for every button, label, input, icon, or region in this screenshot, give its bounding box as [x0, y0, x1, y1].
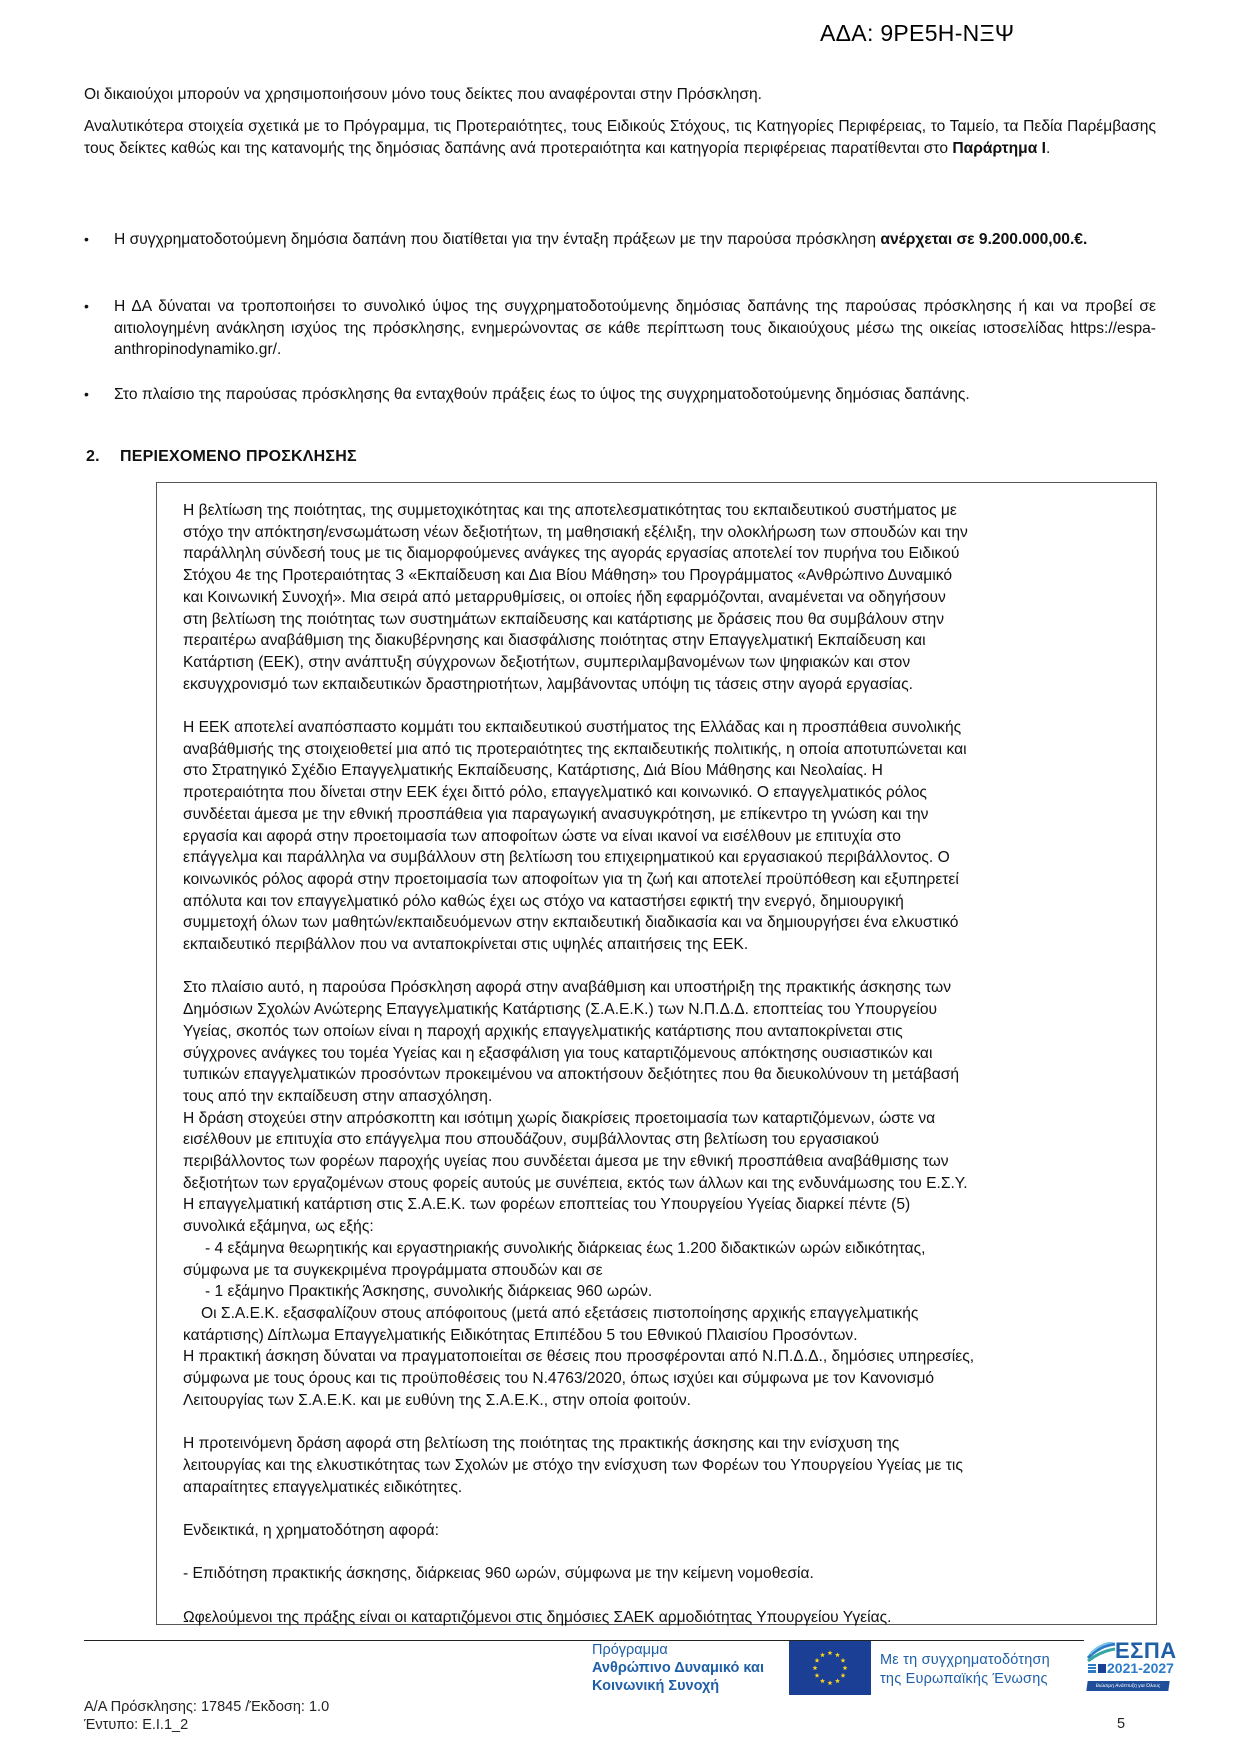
content-line: προτεραιότητα που δίνεται στην ΕΕΚ έχει διττό ρόλο, επαγγελματικό και κοινωνικό. Ο επαγγελματικός ρόλος	[183, 784, 927, 802]
content-line: Στο πλαίσιο αυτό, η παρούσα Πρόσκληση αφορά στην αναβάθμιση και υποστήριξη της πρακτικής άσκησης των	[183, 979, 952, 997]
content-line: εκσυγχρονισμό των εκπαιδευτικών δραστηριοτήτων, λαμβάνοντας υπόψη τις τάσεις στην αγορά εργασίας.	[183, 675, 913, 693]
content-line: Υγείας, σκοπός των οποίων είναι η παροχή αρχικής επαγγελματικής κατάρτισης που ανταποκρίνεται στις	[183, 1022, 903, 1040]
section-title: ΠΕΡΙΕΧΟΜΕΝΟ ΠΡΟΣΚΛΗΣΗΣ	[120, 448, 357, 465]
bullet-item	[84, 384, 1156, 406]
bullet-icon: •	[84, 231, 89, 247]
eu-star	[828, 1680, 833, 1685]
content-line: στο Στρατηγικό Σχέδιο Επαγγελματικής Εκπαίδευσης, Κατάρτισης, Διά Βίου Μάθησης και Νεολαίας. Η	[183, 762, 883, 780]
bullet-text: Στο πλαίσιο της παρούσας πρόσκλησης θα ενταχθούν πράξεις έως το ύψος της συγχρηματοδοτούμενης δημόσιας δαπάνης.	[114, 386, 970, 403]
ada-identifier: ΑΔΑ: 9ΡΕ5Η-ΝΞΨ	[820, 20, 1015, 46]
program-logo-line-3: Κοινωνική Συνοχή	[592, 1678, 720, 1694]
content-line: Η δράση στοχεύει στην απρόσκοπτη και ισότιμη χωρίς διακρίσεις προετοιμασία των καταρτιζόμενων, ώστε να	[183, 1109, 936, 1127]
eu-star	[820, 1652, 825, 1657]
eu-text-line-2: της Ευρωπαϊκής Ένωσης	[880, 1671, 1048, 1687]
intro-paragraph-2	[84, 116, 1156, 159]
eu-star	[815, 1658, 820, 1663]
paragraph-gap	[183, 1498, 1130, 1520]
content-line: και Κοινωνική Συνοχή». Μια σειρά από μεταρρυθμίσεις, οι οποίες ήδη εφαρμόζονται, αναμένεται να οδηγήσουν	[183, 588, 946, 606]
bullet-text	[114, 229, 1156, 251]
content-line: Δημόσιων Σχολών Ανώτερης Επαγγελματικής Κατάρτισης (Σ.Α.Ε.Κ.) των Ν.Π.Δ.Δ. εποπτείας του Υπουργείου	[183, 1001, 938, 1019]
bullet-item	[84, 229, 1156, 251]
content-line: Η βελτίωση της ποιότητας, της συμμετοχικότητας και της αποτελεσματικότητας του εκπαιδευτικού συστήματος με	[183, 502, 957, 519]
bullet-body: Η ΔΑ δύναται να τροποποιήσει το συνολικό ύψος της συγχρηματοδοτούμενης δημόσιας δαπάνης της παρούσας πρόσκλησης ή και να προβεί σε αιτιολογημένη ανάκληση ισχύος της πρόσκλησης, ενημερώνοντας σε κάθε περίπτωση τους δικαιούχους μέσω της οικείας ιστοσελίδας	[114, 298, 1156, 337]
bullet-icon: •	[84, 386, 89, 402]
paragraph-gap	[183, 695, 1130, 717]
footer-divider	[84, 1640, 1084, 1641]
paragraph-gap	[183, 956, 1130, 978]
eu-star	[841, 1673, 846, 1678]
content-line: περαιτέρω αναβάθμιση της διακυβέρνησης και διασφάλισης ποιότητας στην Επαγγελματική Εκπαίδευση και	[183, 632, 926, 650]
content-line: εισέλθουν με επιτυχία στο επάγγελμα που σπουδάζουν, συμβάλλοντας στη βελτίωση του εργασιακού	[183, 1131, 879, 1149]
section-heading	[86, 448, 357, 466]
website-link[interactable]: https://espa-anthropinodynamiko.gr/	[114, 319, 1156, 358]
content-line: παράλληλη σύνδεσή τους με τις διαμορφούμενες ανάγκες της αγοράς εργασίας αποτελεί τον πυρήνα του Ειδικού	[183, 545, 960, 563]
content-line: κατάρτισης) Δίπλωμα Επαγγελματικής Ειδικότητας Επιπέδου 5 του Εθνικού Πλαισίου Προσόντων.	[183, 1326, 858, 1344]
content-line: - Επιδότηση πρακτικής άσκησης, διάρκειας 960 ωρών, σύμφωνα με την κείμενη νομοθεσία.	[183, 1565, 814, 1583]
eu-text-line-1: Με τη συγχρηματοδότηση	[880, 1652, 1050, 1668]
bullet-icon: •	[84, 298, 89, 314]
bullet-end: .	[276, 341, 282, 358]
content-line: εκπαιδευτικό περιβάλλον που να ανταποκρίνεται στις υψηλές απαιτήσεις της ΕΕΚ.	[183, 936, 749, 954]
content-line: Στόχου 4ε της Προτεραιότητας 3 «Εκπαίδευση και Δια Βίου Μάθηση» του Προγράμματος «Ανθρώπινο Δυναμικό	[183, 567, 953, 585]
bullet-body: Η συγχρηματοδοτούμενη δημόσια δαπάνη που διατίθεται για την ένταξη πράξεων με την παρούσα πρόσκληση	[114, 231, 881, 248]
content-line: τους από την εκπαίδευση στην απασχόληση.	[183, 1087, 493, 1105]
content-line: αναβάθμισής της στοιχειοθετεί μια από τις προτεραιότητες της εκπαιδευτικής πολιτικής, η οποία αποτυπώνεται και	[183, 740, 967, 758]
intro-paragraph-2-end: .	[1045, 139, 1051, 157]
eu-star	[828, 1650, 833, 1655]
content-line: λειτουργίας και της ελκυστικότητας των Σχολών με στόχο την ενίσχυση των Φορέων του Υπουργείου Υγείας με τις	[183, 1456, 963, 1474]
content-line: Λειτουργίας των Σ.Α.Ε.Κ. και με ευθύνη της Σ.Α.Ε.Κ., στην οποία φοιτούν.	[183, 1391, 691, 1409]
form-code: Έντυπο: Ε.Ι.1_2	[84, 1717, 189, 1733]
content-line: συνδέεται άμεσα με την εθνική προσπάθεια για παραγωγική ανασυγκρότηση, με επίκεντρο τη γνώση και την	[183, 805, 929, 823]
budget-amount: ανέρχεται σε 9.200.000,00.€.	[880, 231, 1088, 248]
eu-star	[820, 1678, 825, 1683]
paragraph-gap	[183, 1542, 1130, 1564]
espa-logo	[1085, 1638, 1185, 1698]
espa-years: 2021-2027	[1107, 1660, 1174, 1676]
eu-star	[835, 1652, 840, 1657]
eu-star	[835, 1678, 840, 1683]
content-line: εργασία και αφορά στην προετοιμασία των αποφοίτων ώστε να είναι ικανοί να εισέλθουν με επιτυχία στο	[183, 827, 901, 845]
intro-paragraph-2-text: Αναλυτικότερα στοιχεία σχετικά με το Πρόγραμμα, τις Προτεραιότητες, τους Ειδικούς Στόχους, τις Κατηγορίες Περιφέρειας, το Ταμείο, τα Πεδία Παρέμβασης τους δείκτες καθώς και της κατανομής της δημόσιας δαπάνης ανά προτεραιότητα και κατηγορία περιφέρειας παρατίθενται στο	[84, 118, 1156, 157]
bullet-text	[114, 296, 1156, 361]
espa-waves-icon	[1087, 1642, 1117, 1662]
content-line: σύμφωνα με τους όρους και τις προϋποθέσεις του Ν.4763/2020, όπως ισχύει και σύμφωνα με τον Κανονισμό	[183, 1370, 935, 1388]
bullet-item	[84, 296, 1156, 361]
content-line: Η πρακτική άσκηση δύναται να πραγματοποιείται σε θέσεις που προσφέρονται από Ν.Π.Δ.Δ., δημόσιες υπηρεσίες,	[183, 1348, 975, 1366]
content-line: - 4 εξάμηνα θεωρητικής και εργαστηριακής συνολικής διάρκειας έως 1.200 διδακτικών ωρών ειδικότητας,	[205, 1239, 926, 1257]
content-line: Η ΕΕΚ αποτελεί αναπόσπαστο κομμάτι του εκπαιδευτικού συστήματος της Ελλάδας και η προσπάθεια συνολικής	[183, 719, 962, 737]
content-line: Κατάρτιση (ΕΕΚ), στην ανάπτυξη σύγχρονων δεξιοτήτων, συμπεριλαμβανομένων των ψηφιακών και στον	[183, 653, 911, 671]
eu-star	[843, 1665, 848, 1670]
program-logo-line-1: Πρόγραμμα	[592, 1642, 668, 1658]
content-line: κοινωνικός ρόλος αφορά στην προετοιμασία των αποφοίτων για τη ζωή και αποτελεί προϋπόθεση και εξυπηρετεί	[183, 870, 959, 888]
content-line: συμμετοχή όλων των μαθητών/εκπαιδευόμενων στην εκπαιδευτική διαδικασία και να δημιουργήσει ένα ελκυστικό	[183, 914, 959, 932]
call-number: Α/Α Πρόσκλησης: 17845 /Έκδοση: 1.0	[84, 1699, 330, 1715]
content-line: Οι Σ.Α.Ε.Κ. εξασφαλίζουν στους απόφοιτους (μετά από εξετάσεις πιστοποίησης αρχικής επαγγελματικής	[201, 1304, 919, 1322]
eu-cofunding-text	[880, 1651, 1080, 1689]
content-line: - 1 εξάμηνο Πρακτικής Άσκησης, συνολικής διάρκειας 960 ωρών.	[205, 1283, 653, 1301]
program-logo	[592, 1641, 792, 1695]
content-line: τυπικών επαγγελματικών προσόντων προκειμένου να αποκτήσουν δεξιότητες που θα διευκολύνουν τη μετάβασή	[183, 1066, 960, 1084]
content-line: Η προτεινόμενη δράση αφορά στη βελτίωση της ποιότητας της πρακτικής άσκησης και την ενίσχυση της	[183, 1435, 900, 1453]
content-line: στη βελτίωση της ποιότητας των συστημάτων εκπαίδευσης και κατάρτισης με δράσεις που θα συμβάλουν στην	[183, 610, 945, 628]
content-line: συνολικά εξάμηνα, ως εξής:	[183, 1218, 374, 1236]
eu-star	[815, 1673, 820, 1678]
content-line: Η επαγγελματική κατάρτιση στις Σ.Α.Ε.Κ. των φορέων εποπτείας του Υπουργείου Υγείας διαρκεί πέντε (5)	[183, 1196, 911, 1214]
annex-reference: Παράρτημα Ι	[952, 139, 1046, 157]
content-line: σύγχρονες ανάγκες του τομέα Υγείας και η εξασφάλιση για τους καταρτιζόμενους απόκτησης ουσιαστικών και	[183, 1044, 933, 1062]
eu-star	[813, 1665, 818, 1670]
content-line: σύμφωνα με τα συγκεκριμένα προγράμματα σπουδών και σε	[183, 1261, 603, 1279]
content-line: δεξιοτήτων των εργαζομένων στους φορείς αυτούς με συνέπεια, εκτός των άλλων και της ενδυνάμωσης του Ε.Σ.Υ.	[183, 1174, 968, 1192]
espa-title: ΕΣΠΑ	[1115, 1638, 1177, 1663]
paragraph-gap	[183, 1412, 1130, 1434]
eu-stars	[789, 1641, 871, 1695]
program-logo-line-2: Ανθρώπινο Δυναμικό και	[592, 1660, 764, 1676]
content-box	[156, 482, 1157, 1625]
page-number: 5	[1117, 1716, 1126, 1732]
content-line: Ωφελούμενοι της πράξης είναι οι καταρτιζόμενοι στις δημόσιες ΣΑΕΚ αρμοδιότητας Υπουργείου Υγείας.	[183, 1608, 892, 1626]
section-number: 2.	[86, 448, 100, 465]
content-line: απαραίτητες επαγγελματικές ειδικότητες.	[183, 1478, 463, 1496]
espa-tagline: Βιώσιμη Ανάπτυξη για Όλους	[1086, 1681, 1169, 1691]
paragraph-gap	[183, 1585, 1130, 1607]
eu-star	[841, 1658, 846, 1663]
content-line: Ενδεικτικά, η χρηματοδότηση αφορά:	[183, 1521, 439, 1539]
eu-flag-icon	[789, 1641, 871, 1695]
intro-paragraph-1: Οι δικαιούχοι μπορούν να χρησιμοποιήσουν μόνο τους δείκτες που αναφέρονται στην Πρόσκληση.	[84, 86, 762, 103]
content-line: απόλυτα και τον επαγγελματικό ρόλο καθώς έχει ως στόχο να καταστήσει εφικτή την ενεργό, δημιουργική	[183, 892, 904, 910]
content-line: επάγγελμα και παράλληλα να συμβάλλουν στη βελτίωση του επιχειρηματικού και εργασιακού περιβάλλοντος. Ο	[183, 849, 950, 867]
call-metadata	[84, 1698, 329, 1734]
greek-eu-flags-icon	[1088, 1664, 1106, 1673]
content-line: περιβάλλοντος των φορέων παροχής υγείας που συνδέεται άμεσα με την εθνική προσπάθεια αναβάθμισης των	[183, 1153, 949, 1171]
content-line: στόχο την απόκτηση/ενσωμάτωση νέων δεξιοτήτων, τη μαθησιακή εξέλιξη, την ολοκλήρωση των σπουδών και την	[183, 523, 968, 541]
